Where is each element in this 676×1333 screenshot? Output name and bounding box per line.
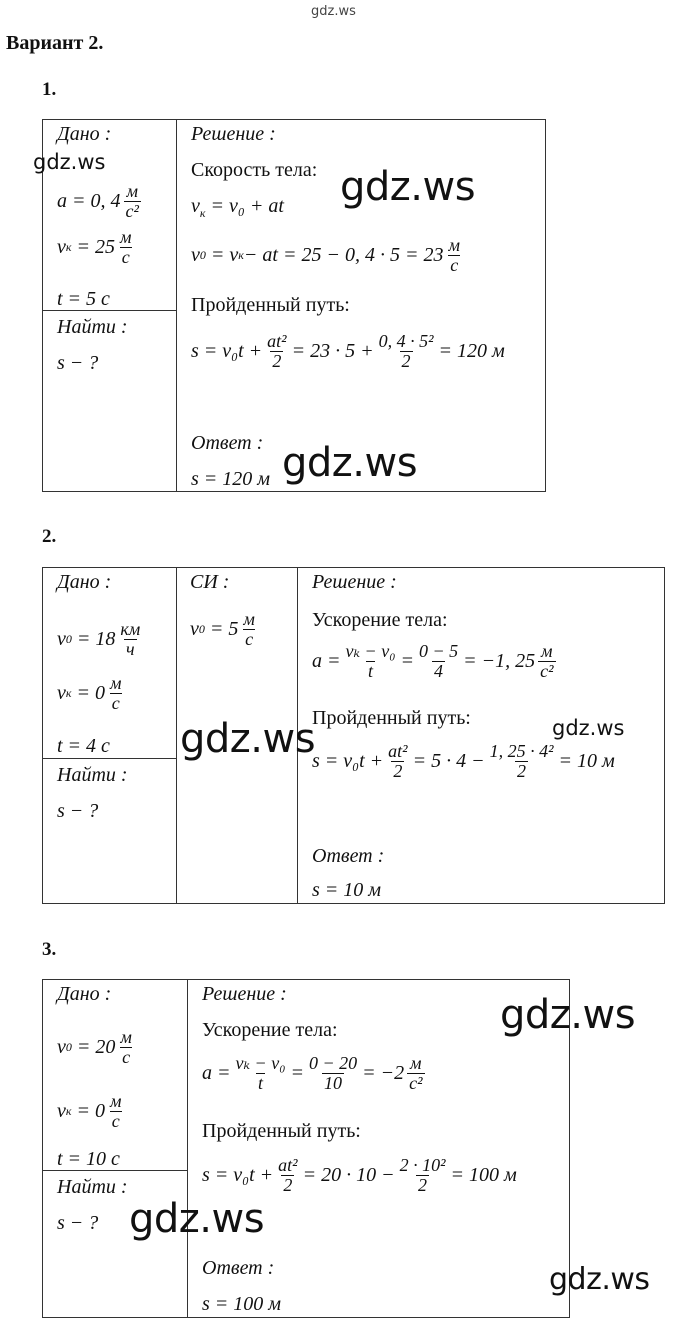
unit-den: с — [111, 692, 120, 713]
unit-num: м — [110, 1091, 122, 1111]
unit-den: с² — [125, 200, 139, 221]
watermark-top[interactable]: gdz.ws — [311, 4, 356, 19]
fraction-num: at² — [278, 1155, 298, 1175]
acc-fraction-1 — [344, 642, 398, 681]
fraction-den: t — [257, 1072, 263, 1093]
given-v0: v 0 = 18 $\frac{км}{ч}$ — [57, 619, 141, 659]
path-formula — [191, 332, 505, 371]
unit-fraction — [446, 236, 462, 275]
find-label: Найти : — [57, 764, 128, 786]
given-t: t = 5 с — [57, 288, 110, 310]
fraction-num: 0 − 5 — [418, 641, 459, 661]
problem-3-find-cell — [43, 1171, 188, 1318]
given-t: t = 4 с — [57, 735, 110, 757]
speed-formula: $v_к = v_0$ + at — [191, 195, 284, 220]
problem-2-given-cell — [43, 568, 177, 759]
unit-den: с — [122, 1046, 131, 1067]
unit-fraction — [108, 1092, 124, 1131]
page-title: Вариант 2. — [6, 32, 104, 54]
path-lhs: s = v₀t + — [312, 750, 384, 773]
watermark[interactable]: gdz.ws — [340, 164, 476, 210]
unit-num: м — [541, 641, 553, 661]
problem-1-find-cell — [43, 311, 177, 492]
find-label: Найти : — [57, 1176, 128, 1198]
path-fraction-1 — [276, 1156, 299, 1195]
unit-num: м — [410, 1053, 422, 1073]
given-a-value: a = 0, 4 — [57, 190, 121, 213]
unit-den: с — [121, 246, 130, 267]
given-vk-value: = 25 — [76, 236, 116, 259]
fraction-num: at² — [267, 331, 287, 351]
acc-lhs: a = — [202, 1062, 231, 1085]
acc-fraction-2 — [417, 642, 460, 681]
find-value: s − ? — [57, 352, 99, 374]
given-vk: v к = 25 $\frac{м}{с}$ — [57, 227, 132, 267]
fraction-den: 2 — [272, 350, 282, 371]
si-v0-value: = 5 — [209, 618, 239, 641]
fraction-den: 10 — [324, 1072, 343, 1093]
unit-num: м — [243, 609, 255, 629]
unit-fraction — [118, 1028, 134, 1067]
v0-formula: v 0 = v к − at = 25 − 0, 4 · 5 = 23 $\frac{м}{с}$ — [191, 235, 460, 275]
answer-label: Ответ : — [202, 1257, 275, 1279]
watermark[interactable]: gdz.ws — [129, 1196, 265, 1242]
problem-3-number: 3. — [42, 939, 57, 960]
find-label: Найти : — [57, 316, 128, 338]
speed-formula-text: = v₀ + at — [210, 195, 284, 217]
given-label: Дано : — [57, 571, 112, 593]
path-fraction-1 — [265, 332, 288, 371]
unit-fraction — [241, 610, 257, 649]
watermark[interactable]: gdz.ws — [552, 716, 625, 740]
acc-result: = −2 — [362, 1062, 405, 1085]
solution-label: Решение : — [202, 983, 287, 1005]
unit-den: с — [450, 254, 459, 275]
acc-formula — [202, 1054, 428, 1093]
solution-label: Решение : — [191, 123, 276, 145]
path-heading: Пройденный путь: — [312, 707, 471, 729]
unit-fraction — [407, 1054, 424, 1093]
v0-formula-text: = 25 − 0, 4 · 5 = 23 — [282, 244, 444, 267]
fraction-den: t — [367, 660, 373, 681]
given-v0: v 0 = 20 $\frac{м}{с}$ — [57, 1027, 132, 1067]
problem-2-find-cell — [43, 759, 177, 904]
problem-1-given-cell — [43, 120, 177, 311]
unit-den: с² — [409, 1072, 423, 1093]
fraction-num: vₖ − v₀ — [345, 641, 396, 661]
unit-fraction — [108, 674, 124, 713]
problem-1-number: 1. — [42, 79, 57, 100]
given-v0-value: = 18 — [76, 628, 116, 651]
path-mid: = 23 · 5 + — [291, 340, 374, 363]
given-vk: v к = 0 $\frac{м}{с}$ — [57, 1091, 122, 1131]
fraction-den: 2 — [401, 350, 411, 371]
acc-lhs: a = — [312, 650, 341, 673]
fraction-num: 1, 25 · 4² — [489, 741, 554, 761]
unit-den: с² — [540, 660, 554, 681]
unit-den: с — [245, 628, 254, 649]
path-formula — [202, 1156, 517, 1195]
unit-den: с — [111, 1110, 120, 1131]
given-a — [57, 182, 144, 221]
watermark[interactable]: gdz.ws — [282, 440, 418, 486]
si-label: СИ : — [190, 571, 230, 593]
acc-eq: = — [290, 1062, 304, 1085]
unit-num: м — [448, 235, 460, 255]
answer-label: Ответ : — [191, 432, 264, 454]
answer-value: s = 120 м — [191, 468, 271, 490]
fraction-num: at² — [388, 741, 408, 761]
path-fraction-2 — [488, 742, 556, 781]
path-fraction-2 — [377, 332, 436, 371]
problem-3-given-cell — [43, 980, 188, 1171]
fraction-num: 2 · 10² — [399, 1155, 446, 1175]
solution-label: Решение : — [312, 571, 397, 593]
unit-fraction — [118, 228, 134, 267]
fraction-den: 4 — [434, 660, 444, 681]
path-lhs: s = v₀t + — [191, 340, 263, 363]
fraction-num: vₖ − v₀ — [235, 1053, 286, 1073]
answer-value: s = 100 м — [202, 1293, 282, 1315]
si-v0: v 0 = 5 $\frac{м}{с}$ — [190, 609, 255, 649]
fraction-den: 2 — [393, 760, 403, 781]
given-vk-value: = 0 — [76, 682, 106, 705]
find-value: s − ? — [57, 800, 99, 822]
acc-result: = −1, 25 — [463, 650, 536, 673]
acc-heading: Ускорение тела: — [202, 1019, 338, 1041]
given-vk: v к = 0 $\frac{м}{с}$ — [57, 673, 122, 713]
watermark[interactable]: gdz.ws — [180, 716, 316, 762]
given-label: Дано : — [57, 983, 112, 1005]
unit-fraction — [538, 642, 555, 681]
unit-num: км — [120, 619, 141, 639]
find-value: s − ? — [57, 1212, 99, 1234]
fraction-den: 2 — [517, 760, 527, 781]
acc-heading: Ускорение тела: — [312, 609, 448, 631]
watermark[interactable]: gdz.ws — [549, 1262, 650, 1297]
given-vk-value: = 0 — [76, 1100, 106, 1123]
unit-num: м — [120, 227, 132, 247]
given-label: Дано : — [57, 123, 112, 145]
path-fraction-2 — [398, 1156, 448, 1195]
path-result: = 120 м — [438, 340, 505, 363]
problem-3-table — [42, 979, 570, 1318]
fraction-den: 2 — [283, 1174, 293, 1195]
path-result: = 10 м — [558, 750, 615, 773]
fraction-den: 2 — [418, 1174, 428, 1195]
problem-2-number: 2. — [42, 526, 57, 547]
acc-formula — [312, 642, 559, 681]
path-lhs: s = v₀t + — [202, 1164, 274, 1187]
path-formula — [312, 742, 615, 781]
path-mid: = 5 · 4 − — [412, 750, 485, 773]
path-heading: Пройденный путь: — [202, 1120, 361, 1142]
answer-value: s = 10 м — [312, 879, 382, 901]
path-mid: = 20 · 10 − — [302, 1164, 395, 1187]
given-t: t = 10 с — [57, 1148, 120, 1170]
given-v0-value: = 20 — [76, 1036, 116, 1059]
unit-num: м — [110, 673, 122, 693]
speed-heading: Скорость тела: — [191, 159, 318, 181]
watermark[interactable]: gdz.ws — [33, 150, 106, 174]
unit-fraction — [124, 182, 141, 221]
fraction-num: 0, 4 · 5² — [378, 331, 434, 351]
unit-num: м — [120, 1027, 132, 1047]
acc-fraction-1 — [234, 1054, 288, 1093]
unit-num: м — [126, 181, 138, 201]
unit-den: ч — [126, 638, 135, 659]
unit-fraction — [118, 620, 142, 659]
acc-eq: = — [400, 650, 414, 673]
path-fraction-1 — [386, 742, 409, 781]
path-heading: Пройденный путь: — [191, 294, 350, 316]
acc-fraction-2 — [307, 1054, 359, 1093]
path-result: = 100 м — [450, 1164, 517, 1187]
watermark[interactable]: gdz.ws — [500, 992, 636, 1038]
fraction-num: 0 − 20 — [308, 1053, 358, 1073]
answer-label: Ответ : — [312, 845, 385, 867]
